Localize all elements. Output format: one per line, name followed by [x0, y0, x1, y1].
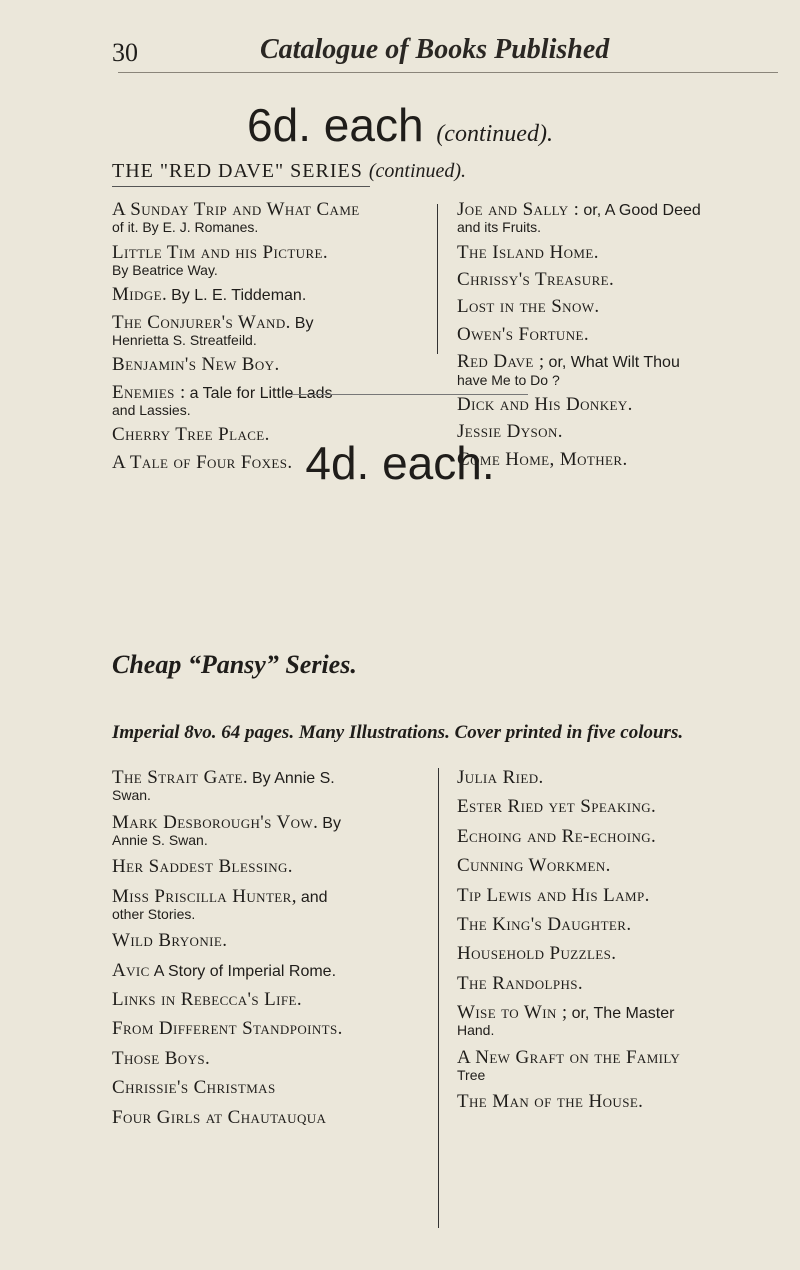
header-rule [118, 72, 778, 73]
book-subtitle: and [300, 888, 328, 906]
book-title: The Island Home. [457, 241, 599, 263]
price-heading-6d [0, 98, 800, 152]
book-subtitle: or, What Wilt Thou [548, 354, 680, 372]
book-title: Benjamin's New Boy. [112, 354, 280, 376]
book-entry [112, 931, 432, 950]
book-entry [112, 857, 432, 876]
price-note: (continued). [436, 121, 553, 147]
book-entry [112, 768, 432, 803]
book-entry [457, 325, 787, 344]
book-entry [457, 915, 787, 934]
book-detail: and its Fruits. [457, 219, 542, 236]
book-title: Those Boys. [112, 1047, 211, 1069]
book-entry [457, 270, 787, 289]
book-title: Links in Rebecca's Life. [112, 989, 302, 1011]
book-title: Julia Ried. [457, 767, 544, 788]
book-subtitle: or, A Good Deed [583, 202, 701, 219]
book-entry [112, 1019, 432, 1038]
book-subtitle: By L. E. Tiddeman. [171, 287, 307, 305]
book-title: Midge. [112, 284, 168, 306]
book-detail: and Lassies. [112, 402, 191, 419]
book-entry [457, 1048, 787, 1083]
book-entry [457, 886, 787, 905]
book-entry [457, 944, 787, 963]
book-entry [457, 768, 787, 787]
book-title: The Conjurer's Wand. [112, 311, 291, 333]
series-heading-pansy: Cheap “Pansy” Series. [112, 650, 357, 679]
book-title: Household Puzzles. [457, 943, 617, 965]
book-entry [457, 352, 787, 387]
book-list-4d-left [112, 768, 432, 1137]
series-label: THE "RED DAVE" SERIES [112, 160, 363, 182]
series-description: Imperial 8vo. 64 pages. Many Illustrations. Cover printed in five colours. [112, 722, 684, 743]
book-detail: Swan. [112, 787, 151, 804]
book-entry [457, 243, 787, 262]
book-title: Come Home, Mother. [457, 448, 628, 470]
book-entry [112, 313, 417, 348]
book-detail: other Stories. [112, 906, 196, 923]
book-title: Four Girls at Chautauqua [112, 1106, 327, 1128]
book-title: Lost in the Snow. [457, 296, 600, 318]
book-entry [112, 887, 432, 922]
section-divider [288, 394, 528, 395]
book-entry [457, 395, 787, 414]
book-title: Chrissie's Christmas [112, 1077, 276, 1099]
book-entry [112, 243, 417, 278]
page-number: 30 [112, 38, 138, 67]
book-title: Wise to Win ; [457, 1002, 568, 1023]
book-title: Mark Desborough's Vow. [112, 811, 319, 833]
book-title: Cunning Workmen. [457, 855, 611, 877]
book-detail: Tree [457, 1067, 486, 1084]
book-entry [112, 383, 417, 418]
book-title: A Sunday Trip and What Came [112, 199, 360, 220]
book-title: Avic [112, 959, 150, 981]
book-title: A New Graft on the Family [457, 1046, 681, 1068]
book-title: Wild Bryonie. [112, 930, 228, 952]
book-detail: Hand. [457, 1022, 495, 1039]
book-entry [112, 1049, 432, 1068]
book-title: From Different Standpoints. [112, 1018, 343, 1040]
book-title: Dick and His Donkey. [457, 393, 633, 415]
book-list-4d-right [457, 768, 787, 1122]
series-underline [112, 186, 370, 187]
book-title: Cherry Tree Place. [112, 424, 270, 446]
book-entry [457, 974, 787, 993]
book-title: The Man of the House. [457, 1091, 644, 1113]
book-entry [112, 961, 432, 980]
book-detail: By Beatrice Way. [112, 262, 218, 279]
book-detail: of it. By E. J. Romanes. [112, 219, 259, 236]
book-title: Chrissy's Treasure. [457, 269, 615, 291]
book-subtitle: or, The Master [571, 1005, 675, 1022]
book-subtitle: By Annie S. [251, 770, 335, 787]
book-detail: Annie S. Swan. [112, 832, 208, 849]
book-title: Her Saddest Blessing. [112, 856, 293, 878]
book-entry [112, 1108, 432, 1127]
column-divider [437, 204, 438, 354]
book-title: The Randolphs. [457, 972, 584, 994]
book-detail: have Me to Do ? [457, 371, 560, 388]
book-entry [457, 797, 787, 816]
book-entry [112, 990, 432, 1009]
book-entry [112, 200, 417, 235]
book-title: The Strait Gate. [112, 767, 248, 788]
book-title: A Tale of Four Foxes. [112, 451, 293, 473]
book-title: Joe and Sally : [457, 199, 580, 220]
book-title: The King's Daughter. [457, 913, 632, 935]
book-title: Echoing and Re-echoing. [457, 825, 657, 847]
book-subtitle: A Story of Imperial Rome. [153, 962, 337, 980]
book-title: Owen's Fortune. [457, 323, 589, 345]
book-title: Jessie Dyson. [457, 421, 563, 443]
book-entry [457, 827, 787, 846]
book-title: Ester Ried yet Speaking. [457, 796, 657, 818]
book-detail: Henrietta S. Streatfeild. [112, 332, 257, 349]
book-subtitle: By [294, 314, 314, 332]
book-entry [457, 200, 787, 235]
book-entry [457, 856, 787, 875]
book-title: Enemies : [112, 381, 186, 403]
book-title: Little Tim and his Picture. [112, 241, 329, 263]
book-title: Red Dave ; [457, 351, 545, 373]
book-entry [112, 813, 432, 848]
running-title: Catalogue of Books Published [260, 34, 610, 65]
book-entry [457, 1003, 787, 1038]
price-heading-4d: 4d. each. [305, 437, 495, 489]
book-entry [112, 285, 417, 304]
book-entry [112, 355, 417, 374]
book-entry [457, 1092, 787, 1111]
series-note: (continued). [368, 160, 467, 182]
series-heading-red-dave [112, 160, 466, 183]
column-divider [438, 768, 439, 1228]
price-label: 6d. each [247, 99, 424, 151]
book-subtitle: a Tale for Little Lads [189, 384, 333, 402]
book-title: Miss Priscilla Hunter, [112, 885, 297, 907]
book-title: Tip Lewis and His Lamp. [457, 884, 650, 906]
book-subtitle: By [322, 814, 341, 832]
book-entry [457, 297, 787, 316]
book-entry [112, 1078, 432, 1097]
